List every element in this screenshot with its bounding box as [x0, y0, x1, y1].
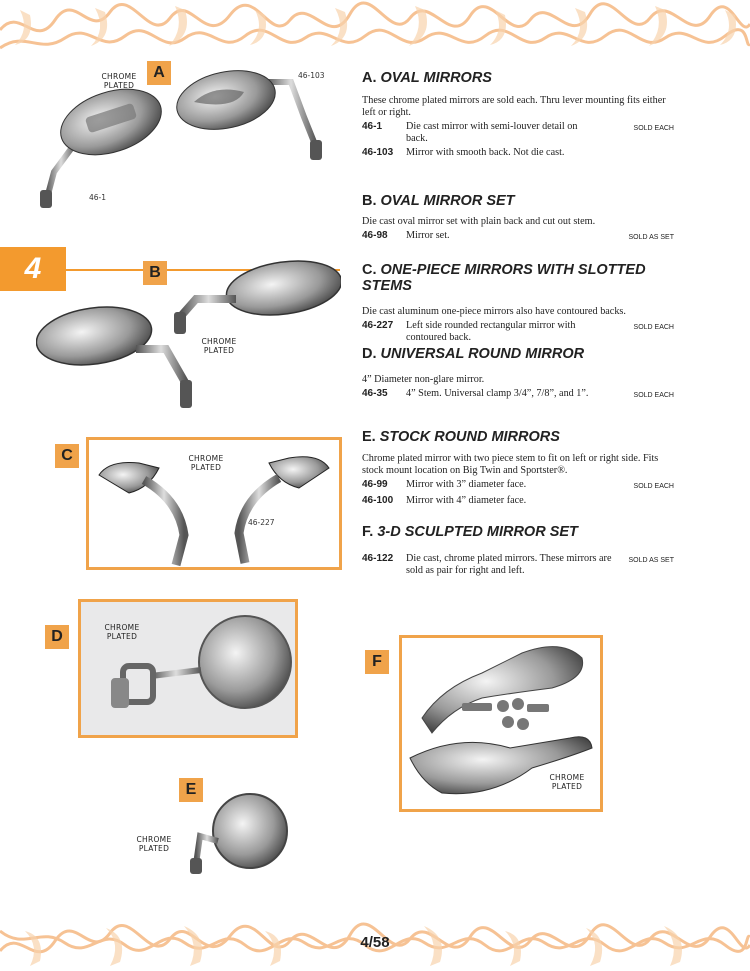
section-c-desc: Die cast aluminum one-piece mirrors also have contoured backs.	[362, 306, 626, 317]
section-e-heading	[362, 429, 674, 445]
section-f	[362, 524, 674, 577]
part-number: 46-100	[362, 495, 394, 506]
item-description: 4” Stem. Universal clamp 3/4”, 7/8”, and 1”.	[406, 388, 589, 399]
section-f-letter: F.	[362, 524, 374, 540]
item-46-227	[362, 320, 674, 344]
sale-note: SOLD EACH	[633, 324, 674, 331]
item-46-98	[362, 230, 674, 244]
section-e-title: STOCK ROUND MIRRORS	[379, 429, 560, 445]
label-a: A	[147, 61, 171, 85]
sale-note: SOLD EACH	[633, 125, 674, 132]
chrome-plated-note-f: CHROME PLATED	[549, 773, 585, 791]
flame-border-top	[0, 0, 750, 58]
item-description: Mirror with 4” diameter face.	[406, 495, 527, 506]
image-frame-d	[78, 599, 298, 738]
section-d	[362, 346, 674, 402]
stock-round-mirror-image	[178, 786, 293, 878]
sale-note: SOLD EACH	[633, 483, 674, 490]
part-label-46-103: 46-103	[298, 71, 325, 80]
oval-mirror-set-image	[36, 254, 341, 414]
part-number: 46-103	[362, 147, 394, 158]
section-e	[362, 429, 674, 507]
part-label-46-1: 46-1	[89, 193, 107, 202]
section-b-heading	[362, 193, 674, 209]
item-46-103	[362, 147, 674, 159]
part-number: 46-122	[362, 553, 394, 564]
part-number: 46-35	[362, 388, 388, 399]
item-46-122	[362, 553, 674, 577]
section-a-heading	[362, 70, 674, 86]
section-b-letter: B.	[362, 193, 377, 209]
section-e-letter: E.	[362, 429, 376, 445]
item-description: Die cast mirror with semi-louver detail on back.	[406, 121, 578, 144]
item-description: Mirror with 3” diameter face.	[406, 479, 527, 490]
section-c-heading	[362, 262, 674, 294]
section-f-title: 3-D SCULPTED MIRROR SET	[377, 524, 578, 540]
item-description: Mirror set.	[406, 230, 450, 241]
part-label-46-227: 46-227	[248, 518, 275, 527]
section-a-desc: These chrome plated mirrors are sold each. Thru lever mounting fits either left or right.	[362, 95, 666, 118]
section-d-title: UNIVERSAL ROUND MIRROR	[380, 346, 585, 362]
section-b-title: OVAL MIRROR SET	[380, 193, 515, 209]
item-46-99	[362, 479, 674, 493]
chrome-plated-note-b: CHROME PLATED	[201, 337, 237, 355]
chrome-plated-note-c: CHROME PLATED	[188, 454, 224, 472]
section-b-desc: Die cast oval mirror set with plain back and cut out stem.	[362, 216, 596, 227]
section-d-desc: 4” Diameter non-glare mirror.	[362, 374, 485, 385]
section-d-letter: D.	[362, 346, 377, 362]
label-e: E	[179, 778, 203, 802]
part-number: 46-98	[362, 230, 388, 241]
section-f-heading	[362, 524, 674, 540]
sale-note: SOLD AS SET	[628, 234, 674, 241]
section-d-heading	[362, 346, 674, 362]
section-c-title: ONE-PIECE MIRRORS WITH SLOTTED STEMS	[362, 262, 646, 294]
sale-note: SOLD AS SET	[628, 557, 674, 564]
label-f: F	[365, 650, 389, 674]
chrome-plated-note-d: CHROME PLATED	[104, 623, 140, 641]
item-description: Left side rounded rectangular mirror with contoured back.	[406, 320, 576, 343]
part-number: 46-1	[362, 121, 383, 132]
section-a-title: OVAL MIRRORS	[380, 70, 492, 86]
item-46-35	[362, 388, 674, 402]
universal-round-mirror-image	[81, 602, 295, 735]
section-b	[362, 193, 674, 244]
item-description: Mirror with smooth back. Not die cast.	[406, 147, 565, 158]
chrome-plated-note-e: CHROME PLATED	[136, 835, 172, 853]
label-c: C	[55, 444, 79, 468]
section-e-desc: Chrome plated mirror with two piece stem to fit on left or right side. Fits stock mount location on Big Twin and Sportster®.	[362, 453, 659, 476]
part-number: 46-227	[362, 320, 394, 331]
sale-note: SOLD EACH	[633, 392, 674, 399]
item-46-100	[362, 495, 674, 507]
chapter-tab: 4	[0, 247, 66, 291]
page-number: 4/58	[360, 934, 390, 951]
section-c	[362, 262, 674, 344]
label-b: B	[143, 261, 167, 285]
item-46-1	[362, 121, 674, 145]
chrome-plated-note-a: CHROME PLATED	[101, 72, 137, 90]
section-c-letter: C.	[362, 262, 377, 278]
item-description: Die cast, chrome plated mirrors. These mirrors are sold as pair for right and left.	[406, 553, 612, 576]
part-number: 46-99	[362, 479, 388, 490]
section-a	[362, 70, 674, 159]
section-a-letter: A.	[362, 70, 377, 86]
label-d: D	[45, 625, 69, 649]
oval-mirror-pair-image	[36, 62, 336, 212]
